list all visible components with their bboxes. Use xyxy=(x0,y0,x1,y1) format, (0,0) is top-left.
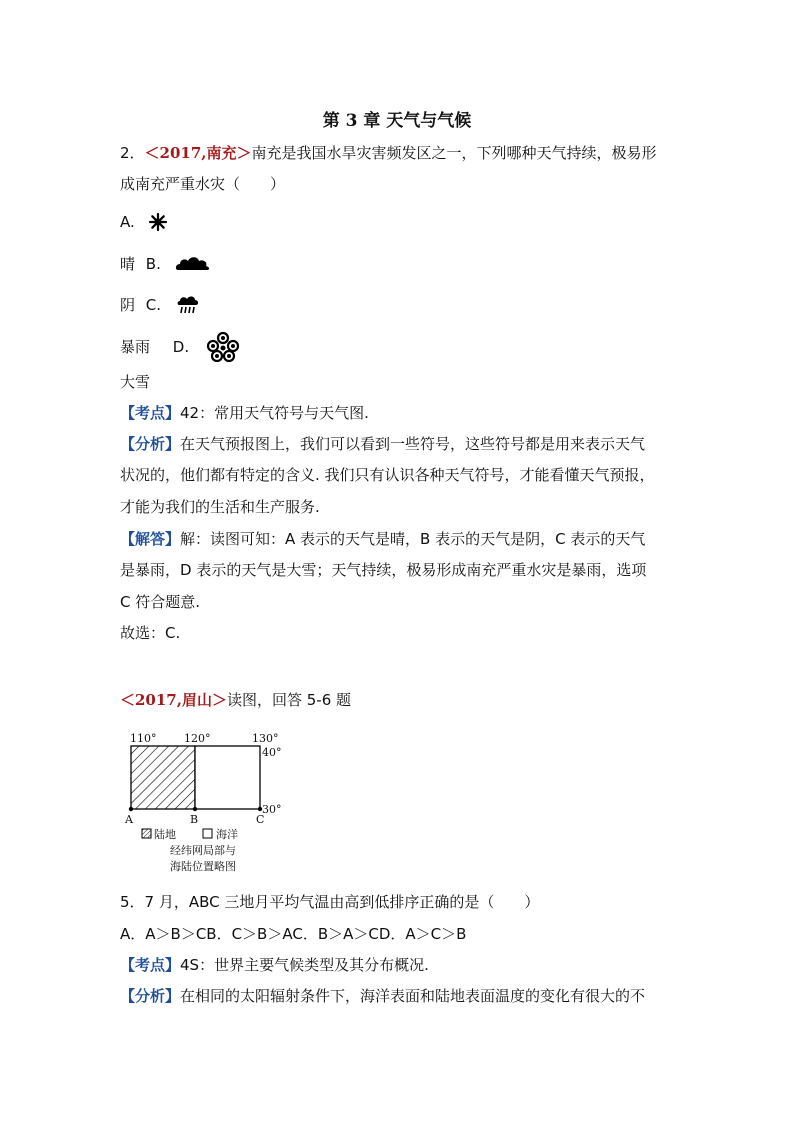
q2-fenxi-line2: 状况的，他们都有特定的含义. 我们只有认识各种天气符号，才能看懂天气预报， xyxy=(120,466,655,484)
q2-jieda-line3: C 符合题意. xyxy=(120,593,201,611)
q2-option-c xyxy=(120,295,161,315)
q2-fenxi-line3: 才能为我们的生活和生产服务. xyxy=(120,498,320,516)
option-b-label: B. xyxy=(145,255,161,273)
q2-jieda-line2: 是暴雨，D 表示的天气是大雪；天气持续，极易形成南充严重水灾是暴雨，选项 xyxy=(120,561,647,579)
map-caption-1: 经纬网局部与 xyxy=(170,844,236,857)
point-a-marker xyxy=(129,807,133,811)
lat-lon-map-figure xyxy=(118,727,288,877)
q2-answer: 故选：C. xyxy=(120,624,181,642)
point-a-label: A xyxy=(125,813,133,826)
q5-stem: 5．7 月，ABC 三地月平均气温由高到低排序正确的是（ ） xyxy=(120,893,540,911)
land-area xyxy=(131,746,195,809)
option-b-prefix: 晴 xyxy=(120,255,136,273)
q5-fenxi xyxy=(120,986,645,1006)
cloud-icon xyxy=(175,253,211,273)
q5-kaodian-text: 4S：世界主要气候类型及其分布概况. xyxy=(180,956,429,974)
lat-label-30: 30° xyxy=(262,803,282,816)
q2-option-d xyxy=(120,337,189,357)
jieda-tag: 【解答】 xyxy=(120,530,181,548)
option-d-prefix: 暴雨 xyxy=(120,338,151,356)
q2-jieda-line1 xyxy=(120,529,645,549)
kaodian-text: 42：常用天气符号与天气图. xyxy=(180,404,369,422)
q56-header xyxy=(120,690,351,710)
q2-stem-text: 南充是我国水旱灾害频发区之一，下列哪种天气持续，极易形 xyxy=(251,144,657,162)
q5-kaodian-tag: 【考点】 xyxy=(120,956,181,974)
point-b-label: B xyxy=(190,813,199,826)
q5-kaodian xyxy=(120,955,429,975)
q2-stem-line2: 成南充严重水灾（ ） xyxy=(120,175,286,193)
point-b-marker xyxy=(193,807,197,811)
lat-label-40: 40° xyxy=(262,746,282,759)
q56-source: ＜2017,眉山＞ xyxy=(120,691,227,709)
option-c-label: C. xyxy=(145,296,162,314)
q56-intro: 读图，回答 5-6 题 xyxy=(226,691,352,709)
q2-kaodian xyxy=(120,403,369,423)
lon-label-110: 110° xyxy=(130,732,157,745)
point-c-marker xyxy=(258,807,262,811)
rain-icon xyxy=(176,294,200,316)
chapter-title: 第 3 章 天气与气候 xyxy=(322,111,472,131)
q2-fenxi-line1 xyxy=(120,434,645,454)
snow-icon xyxy=(204,330,242,362)
legend-sea-swatch xyxy=(203,829,212,838)
option-d-caption: 大雪 xyxy=(120,373,151,391)
q2-number: 2． xyxy=(120,144,145,162)
option-a-label: A. xyxy=(120,213,135,231)
lon-label-120: 120° xyxy=(184,732,211,745)
q2-stem-line1 xyxy=(120,143,657,163)
sea-area xyxy=(195,746,260,809)
sun-icon xyxy=(148,212,168,232)
lon-label-130: 130° xyxy=(252,732,279,745)
q5-fenxi-text: 在相同的太阳辐射条件下，海洋表面和陆地表面温度的变化有很大的不 xyxy=(180,987,646,1005)
lat-lon-map xyxy=(118,727,288,877)
legend-land-label: 陆地 xyxy=(154,828,176,841)
q5-options: A．A＞B＞CB．C＞B＞AC．B＞A＞CD．A＞C＞B xyxy=(120,925,467,943)
q5-fenxi-tag: 【分析】 xyxy=(120,987,181,1005)
legend-land-swatch xyxy=(142,829,151,838)
point-c-label: C xyxy=(256,813,265,826)
kaodian-tag: 【考点】 xyxy=(120,404,181,422)
q2-option-a xyxy=(120,212,135,232)
fenxi-text-1: 在天气预报图上，我们可以看到一些符号，这些符号都是用来表示天气 xyxy=(180,435,646,453)
q2-option-b xyxy=(120,254,161,274)
map-caption-2: 海陆位置略图 xyxy=(170,860,236,873)
legend-sea-label: 海洋 xyxy=(216,828,238,841)
jieda-text-1: 解：读图可知：A 表示的天气是晴，B 表示的天气是阴，C 表示的天气 xyxy=(180,530,646,548)
option-c-prefix: 阴 xyxy=(120,296,136,314)
fenxi-tag: 【分析】 xyxy=(120,435,181,453)
q2-source: ＜2017,南充＞ xyxy=(144,144,252,162)
option-d-label: D. xyxy=(172,338,190,356)
